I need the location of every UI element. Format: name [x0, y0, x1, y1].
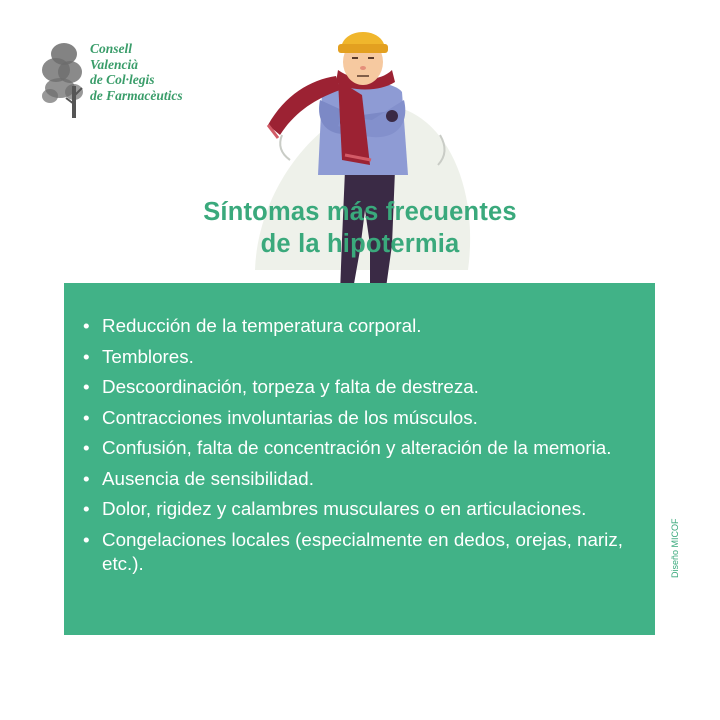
bullet-icon: •	[83, 437, 90, 458]
logo-line: de Col·legis	[90, 72, 155, 87]
list-item	[83, 528, 648, 577]
symptom-text: Descoordinación, torpeza y falta de destreza.	[102, 376, 479, 397]
list-item	[83, 375, 648, 400]
symptoms-list	[83, 314, 648, 583]
bullet-icon: •	[83, 376, 90, 397]
symptom-text: Confusión, falta de concentración y alteración de la memoria.	[102, 437, 612, 458]
logo-line: Consell	[90, 41, 133, 56]
list-item	[83, 345, 648, 370]
symptom-text: Contracciones involuntarias de los músculos.	[102, 406, 478, 428]
design-credit: Diseño MICOF	[670, 518, 680, 578]
page-title	[150, 196, 570, 260]
bullet-icon: •	[83, 315, 90, 336]
list-item	[83, 314, 648, 339]
symptom-text: Congelaciones locales (especialmente en dedos, orejas, nariz, etc.).	[102, 528, 623, 574]
bullet-icon: •	[83, 406, 90, 428]
logo-line: Valencià	[90, 56, 139, 72]
logo-line: de Farmacèutics	[90, 87, 183, 103]
list-item	[83, 467, 648, 492]
title-line-1: Síntomas más frecuentes	[203, 198, 517, 226]
title-line-2: de la hipotermia	[260, 230, 460, 258]
symptom-text: Ausencia de sensibilidad.	[102, 467, 314, 489]
bullet-icon: •	[83, 528, 90, 550]
list-item	[83, 497, 648, 522]
list-item	[83, 406, 648, 431]
symptom-text: Temblores.	[102, 345, 194, 367]
symptom-text: Reducción de la temperatura corporal.	[102, 315, 422, 336]
bullet-icon: •	[83, 498, 90, 519]
symptom-text: Dolor, rigidez y calambres musculares o en articulaciones.	[102, 498, 587, 519]
bullet-icon: •	[83, 345, 90, 367]
bullet-icon: •	[83, 467, 90, 489]
symptoms-panel	[64, 283, 655, 635]
list-item	[83, 436, 648, 461]
